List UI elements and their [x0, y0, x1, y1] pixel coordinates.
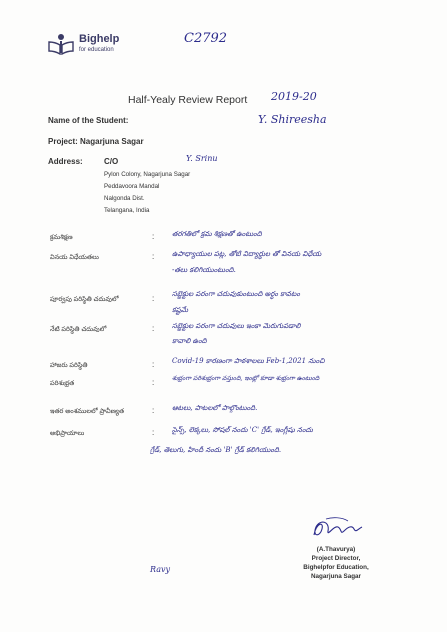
student-name-label: Name of the Student:	[48, 116, 129, 125]
report-year: 2019-20	[271, 90, 317, 103]
field-value-attendance: Covid-19 కారణంగా పాఠశాలలు Feb-1,2021 నుంచి	[172, 357, 325, 365]
field-label-discipline: క్రమశిక్షణ	[50, 234, 73, 241]
signatory-org: Bighelpfor Education,	[303, 564, 369, 571]
field-label-manners: వినయ విధేయతలు	[50, 254, 99, 261]
address-line: Nalgonda Dist.	[104, 195, 145, 202]
brand-tagline: for education	[79, 47, 114, 53]
field-label-other-skills: ఇతర అంశములలో ప్రావీణ్యత	[50, 408, 125, 415]
reviewer-initials: Ravy	[150, 565, 171, 574]
field-value-discipline: తరగతిలో క్రమ శిక్షణతో ఉంటుంది	[172, 230, 262, 238]
project-label: Project: Nagarjuna Sagar	[48, 137, 144, 146]
address-line: Peddavoora Mandal	[104, 183, 160, 190]
student-name-value: Y. Shireesha	[258, 113, 327, 126]
field-colon: :	[152, 294, 155, 303]
document-code: C2792	[184, 31, 228, 46]
field-colon: :	[152, 360, 155, 369]
brand-name: Bighelp	[79, 33, 120, 45]
address-care-of: C/O	[104, 157, 119, 166]
field-value-hygiene: శుభ్రంగా పరిశుభ్రంగా వస్తుంది, ఇంట్లో కూడా శుభ్రంగా ఉంటుంది	[172, 375, 320, 382]
field-colon: :	[152, 428, 155, 437]
field-label-past-studies: పూర్వపు పరిస్థితి చదువులో	[50, 296, 119, 303]
field-colon: :	[152, 252, 155, 261]
address-label: Address:	[48, 157, 83, 166]
field-value-past-studies: కష్టమే	[172, 306, 189, 314]
address-line: Telangana, India	[104, 207, 150, 214]
field-value-opinions: గ్రేడ్, తెలుగు, హిందీ నందు 'B' గ్రేడ్ కలిగియుంది.	[150, 446, 282, 454]
field-value-past-studies: సబ్జెక్టుల పరంగా చదువుకుంటుంది అర్థం కావటం	[172, 290, 300, 298]
field-label-attendance: హాజరు పరిస్థితి	[50, 362, 88, 369]
field-value-present-studies: సబ్జెక్టుల పరంగా చదువులు ఇంకా మెరుగుపడాలి	[172, 322, 301, 330]
field-label-present-studies: నేటి పరిస్థితి చదువులో	[50, 326, 107, 333]
field-colon: :	[152, 378, 155, 387]
field-value-manners: -తలు కలిగియుంటుంది.	[172, 266, 236, 274]
field-colon: :	[152, 324, 155, 333]
address-line: Pylon Colony, Nagarjuna Sagar	[104, 171, 191, 178]
signatory-place: Nagarjuna Sagar	[310, 573, 362, 580]
field-value-other-skills: ఆటలు, పాటలలో పాల్గొంటుంది.	[172, 404, 258, 412]
field-label-hygiene: పరిశుభ్రత	[50, 380, 75, 387]
bighelp-logo-icon	[47, 33, 75, 55]
signatory-role: Project Director,	[311, 555, 361, 562]
field-value-present-studies: కావాలి ఉంది	[172, 337, 207, 345]
field-label-opinions: అభిప్రాయాలు	[50, 430, 85, 437]
guardian-name: Y. Srinu	[186, 154, 218, 163]
field-value-manners: ఉపాధ్యాయుల పట్ల, తోటి విద్యార్థుల తో వినయ విధేయ	[172, 250, 322, 258]
director-signature	[308, 515, 366, 543]
report-title: Half-Yealy Review Report	[128, 94, 248, 106]
field-colon: :	[152, 406, 155, 415]
signatory-name: (A.Thavurya)	[316, 546, 356, 553]
field-value-opinions: సైన్స్, లెక్కలు, సోషల్ నందు 'C' గ్రేడ్, ఇంగ్లీషు నందు	[172, 426, 313, 434]
field-colon: :	[152, 232, 155, 241]
